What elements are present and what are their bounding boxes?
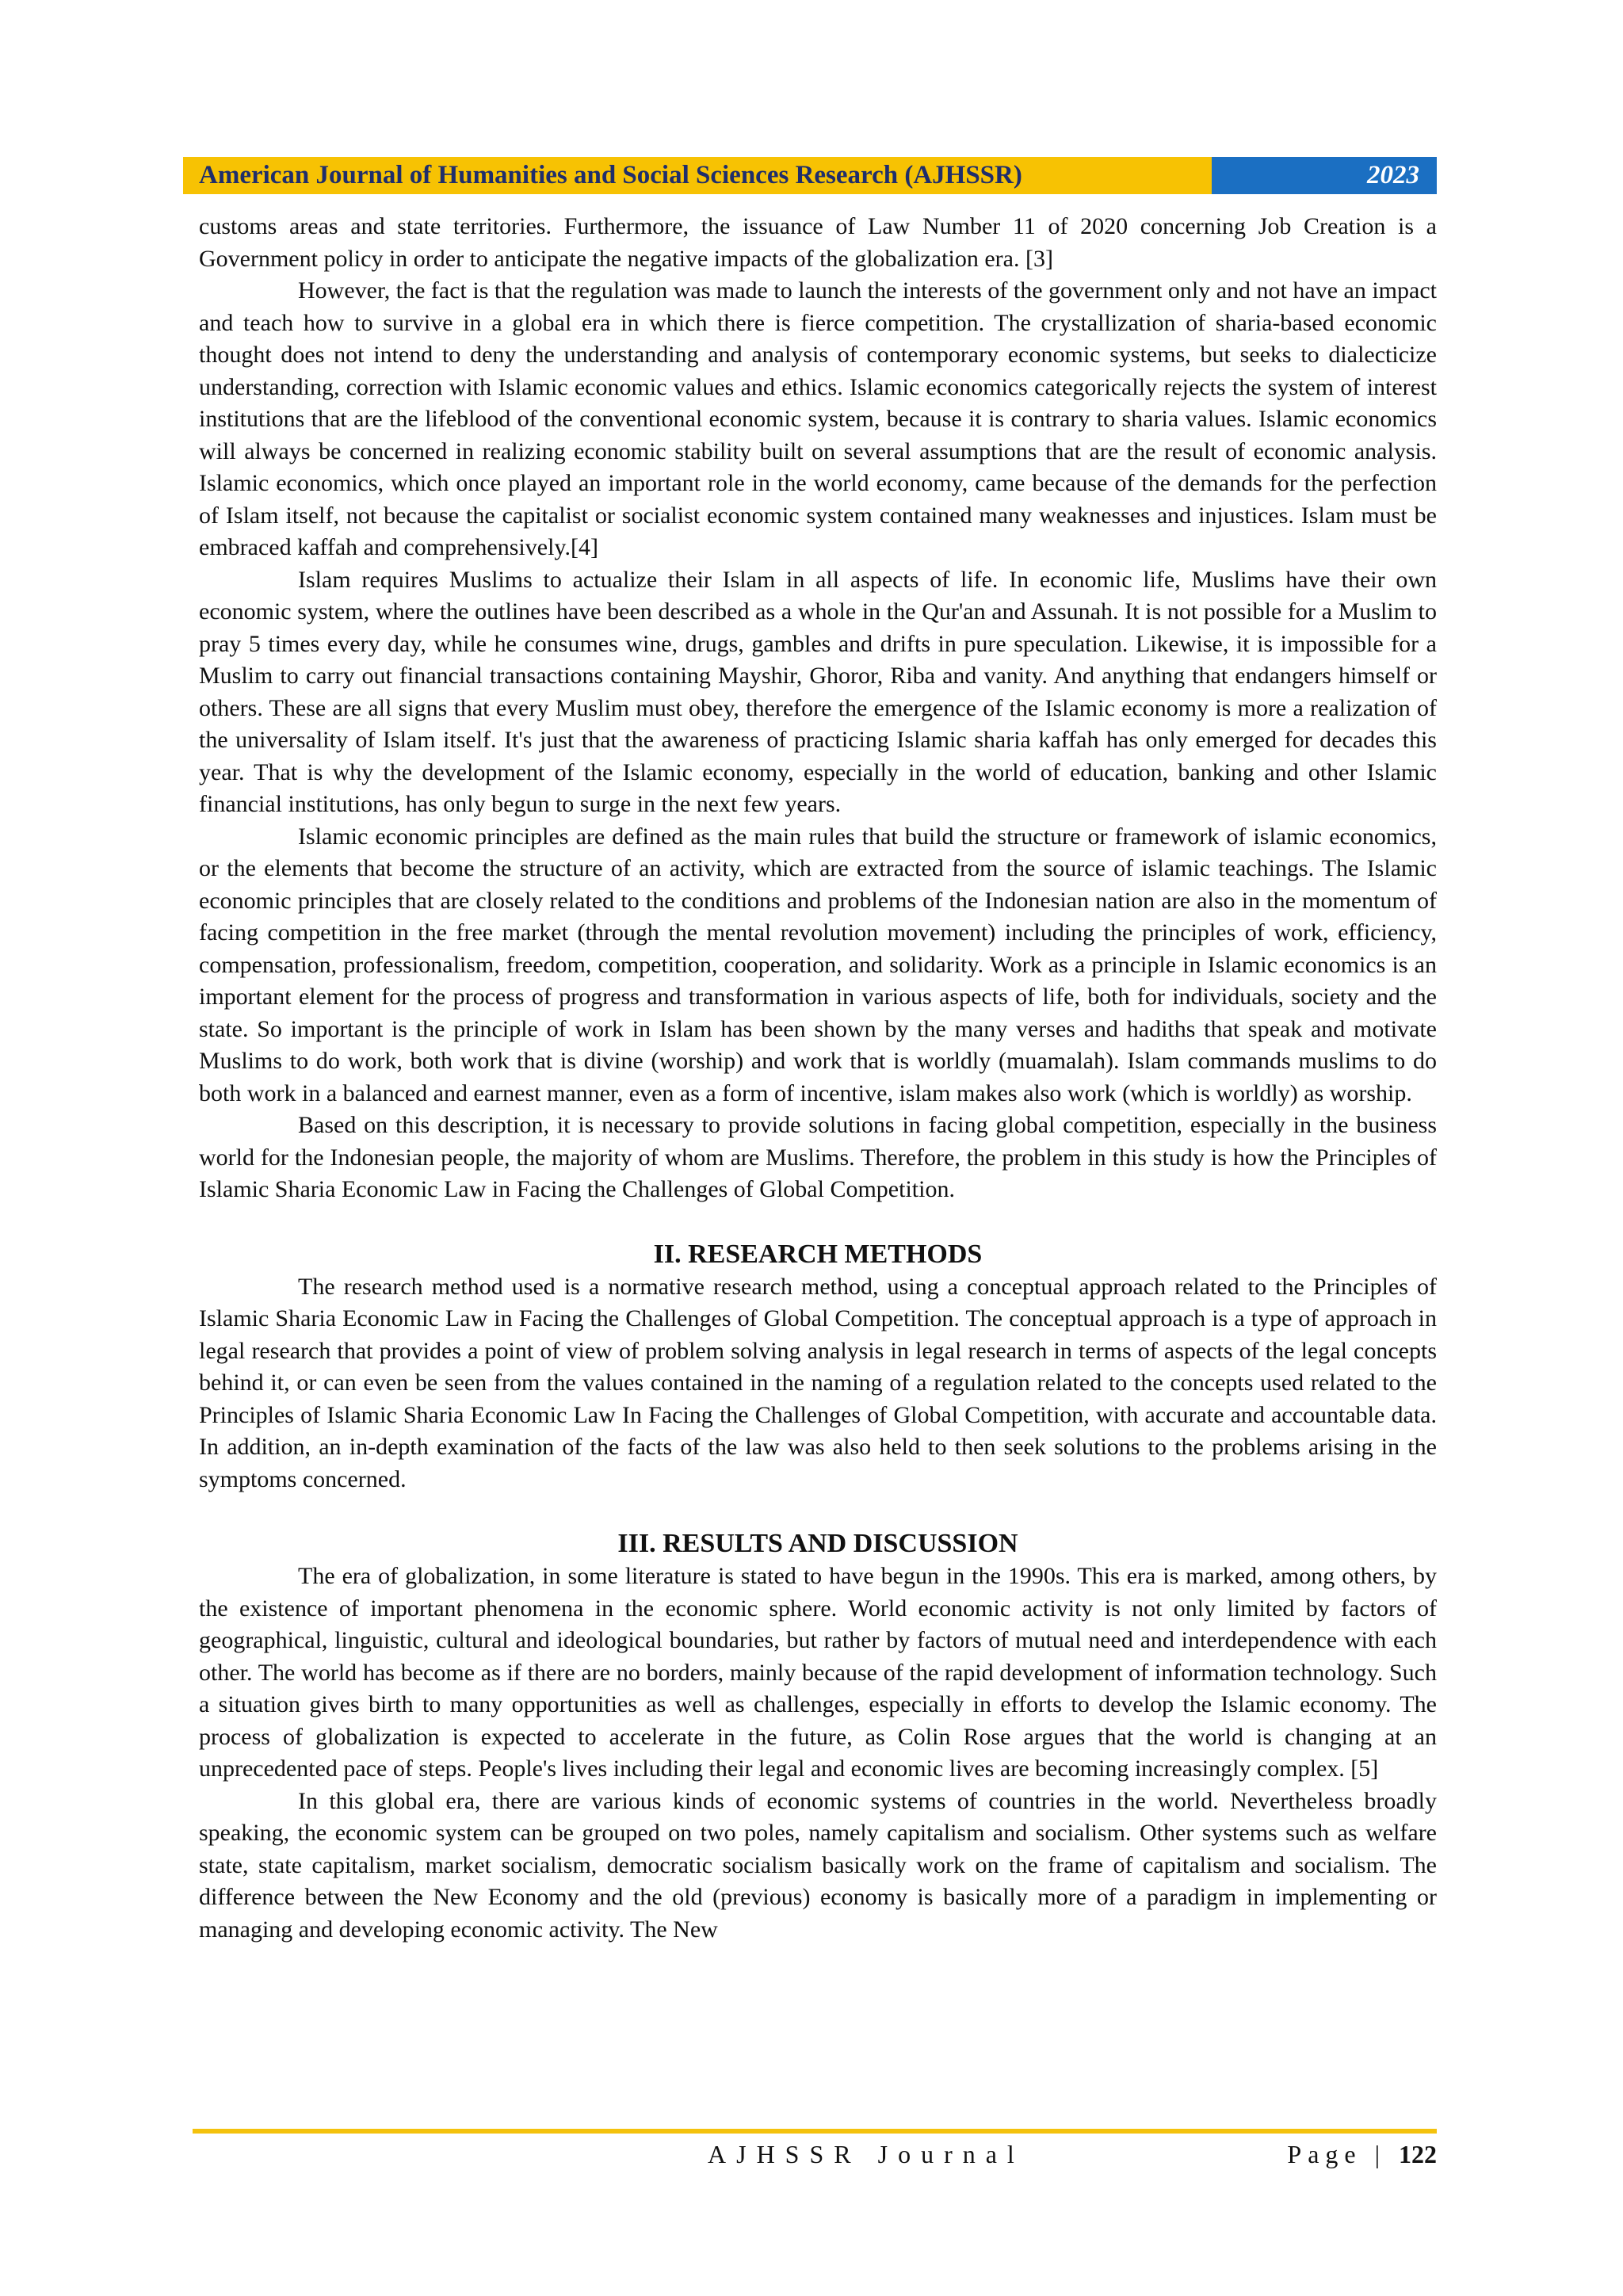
publication-year: 2023 xyxy=(1212,157,1437,194)
article-body xyxy=(199,211,1437,1946)
body-paragraph-2: However, the fact is that the regulation was made to launch the interests of the government only and not have an impact and teach how to survive in a global era in which there is fierce competition. The crystallization of sharia-based economic thought does not intend to deny the understanding and analysis of contemporary economic systems, but seeks to dialecticize understanding, correction with Islamic economic values and ethics. Islamic economics categorically rejects the system of interest institutions that are the lifeblood of the conventional economic system, because it is contrary to sharia values. Islamic economics will always be concerned in realizing economic stability built on several assumptions that are the result of economic analysis. Islamic economics, which once played an important role in the world economy, came because of the demands for the perfection of Islam itself, not because the capitalist or socialist economic system contained many weaknesses and injustices. Islam must be embraced kaffah and comprehensively.[4] xyxy=(199,277,1437,560)
page-number: 122 xyxy=(1399,2140,1437,2168)
running-footer xyxy=(193,2134,1437,2172)
results-paragraph-1: The era of globalization, in some literature is stated to have begun in the 1990s. This era is marked, among others, by the existence of important phenomena in the economic sphere. World economic activity is not only limited by factors of geographical, linguistic, cultural and ideological boundaries, but rather by factors of mutual need and interdependence with each other. The world has become as if there are no borders, mainly because of the rapid development of information technology. Such a situation gives birth to many opportunities as well as challenges, especially in efforts to develop the Islamic economy. The process of globalization is expected to accelerate in the future, as Colin Rose argues that the world is changing at an unprecedented pace of steps. People's lives including their legal and economic lives are becoming increasingly complex. [5] xyxy=(199,1563,1437,1782)
page-label: Page | xyxy=(1287,2140,1399,2168)
body-paragraph-1: customs areas and state territories. Furthermore, the issuance of Law Number 11 of 2020 concerning Job Creation is a Government policy in order to anticipate the negative impacts of the globalization era. [3] xyxy=(199,213,1437,272)
research-methods-paragraph: The research method used is a normative research method, using a conceptual approach related to the Principles of Islamic Sharia Economic Law in Facing the Challenges of Global Competition. The conceptual approach is a type of approach in legal research that provides a point of view of problem solving analysis in legal research in terms of aspects of the legal concepts behind it, or can even be seen from the values contained in the naming of a regulation related to the concepts used related to the Principles of Islamic Sharia Economic Law In Facing the Challenges of Global Competition, with accurate and accountable data. In addition, an in-depth examination of the facts of the law was also held to then seek solutions to the problems arising in the symptoms concerned. xyxy=(199,1273,1437,1492)
results-paragraph-2: In this global era, there are various kinds of economic systems of countries in the world. Nevertheless broadly speaking, the economic system can be grouped on two poles, namely capitalism and socialism. Other systems such as welfare state, state capitalism, market socialism, democratic socialism basically work on the frame of capitalism and socialism. The difference between the New Economy and the old (previous) economy is basically more of a paradigm in implementing or managing and developing economic activity. The New xyxy=(199,1787,1437,1943)
body-paragraph-4: Islamic economic principles are defined as the main rules that build the structure or framework of islamic economics, or the elements that become the structure of an activity, which are extracted from the source of islamic teachings. The Islamic economic principles that are closely related to the conditions and problems of the Indonesian nation are also in the momentum of facing competition in the free market (through the mental revolution movement) including the principles of work, efficiency, compensation, professionalism, freedom, competition, cooperation, and solidarity. Work as a principle in Islamic economics is an important element for the process of progress and transformation in various aspects of life, both for individuals, society and the state. So important is the principle of work in Islam has been shown by the many verses and hadiths that speak and motivate Muslims to do work, both work that is divine (worship) and work that is worldly (muamalah). Islam commands muslims to do both work in a balanced and earnest manner, even as a form of incentive, islam makes also work (which is worldly) as worship. xyxy=(199,823,1437,1106)
section-heading-results-discussion: III. RESULTS AND DISCUSSION xyxy=(617,1529,1018,1558)
body-paragraph-5: Based on this description, it is necessary to provide solutions in facing global competition, especially in the business world for the Indonesian people, the majority of whom are Muslims. Therefore, the problem in this study is how the Principles of Islamic Sharia Economic Law in Facing the Challenges of Global Competition. xyxy=(199,1112,1437,1202)
body-paragraph-3: Islam requires Muslims to actualize their Islam in all aspects of life. In economic life, Muslims have their own economic system, where the outlines have been described as a whole in the Qur'an and Assunah. It is not possible for a Muslim to pray 5 times every day, while he consumes wine, drugs, gambles and drifts in pure speculation. Likewise, it is impossible for a Muslim to carry out financial transactions containing Mayshir, Ghoror, Riba and vanity. And anything that endangers himself or others. These are all signs that every Muslim must obey, therefore the emergence of the Islamic economy is more a realization of the universality of Islam itself. It's just that the awareness of practicing Islamic sharia kaffah has only emerged for decades this year. That is why the development of the Islamic economy, especially in the world of education, banking and other Islamic financial institutions, has only begun to surge in the next few years. xyxy=(199,566,1437,817)
running-header xyxy=(183,157,1437,194)
page-indicator xyxy=(1287,2140,1437,2169)
footer-journal-name: AJHSSR Journal xyxy=(708,2140,1025,2168)
section-heading-research-methods: II. RESEARCH METHODS xyxy=(653,1239,983,1269)
journal-title: American Journal of Humanities and Social Sciences Research (AJHSSR) xyxy=(183,157,1212,194)
